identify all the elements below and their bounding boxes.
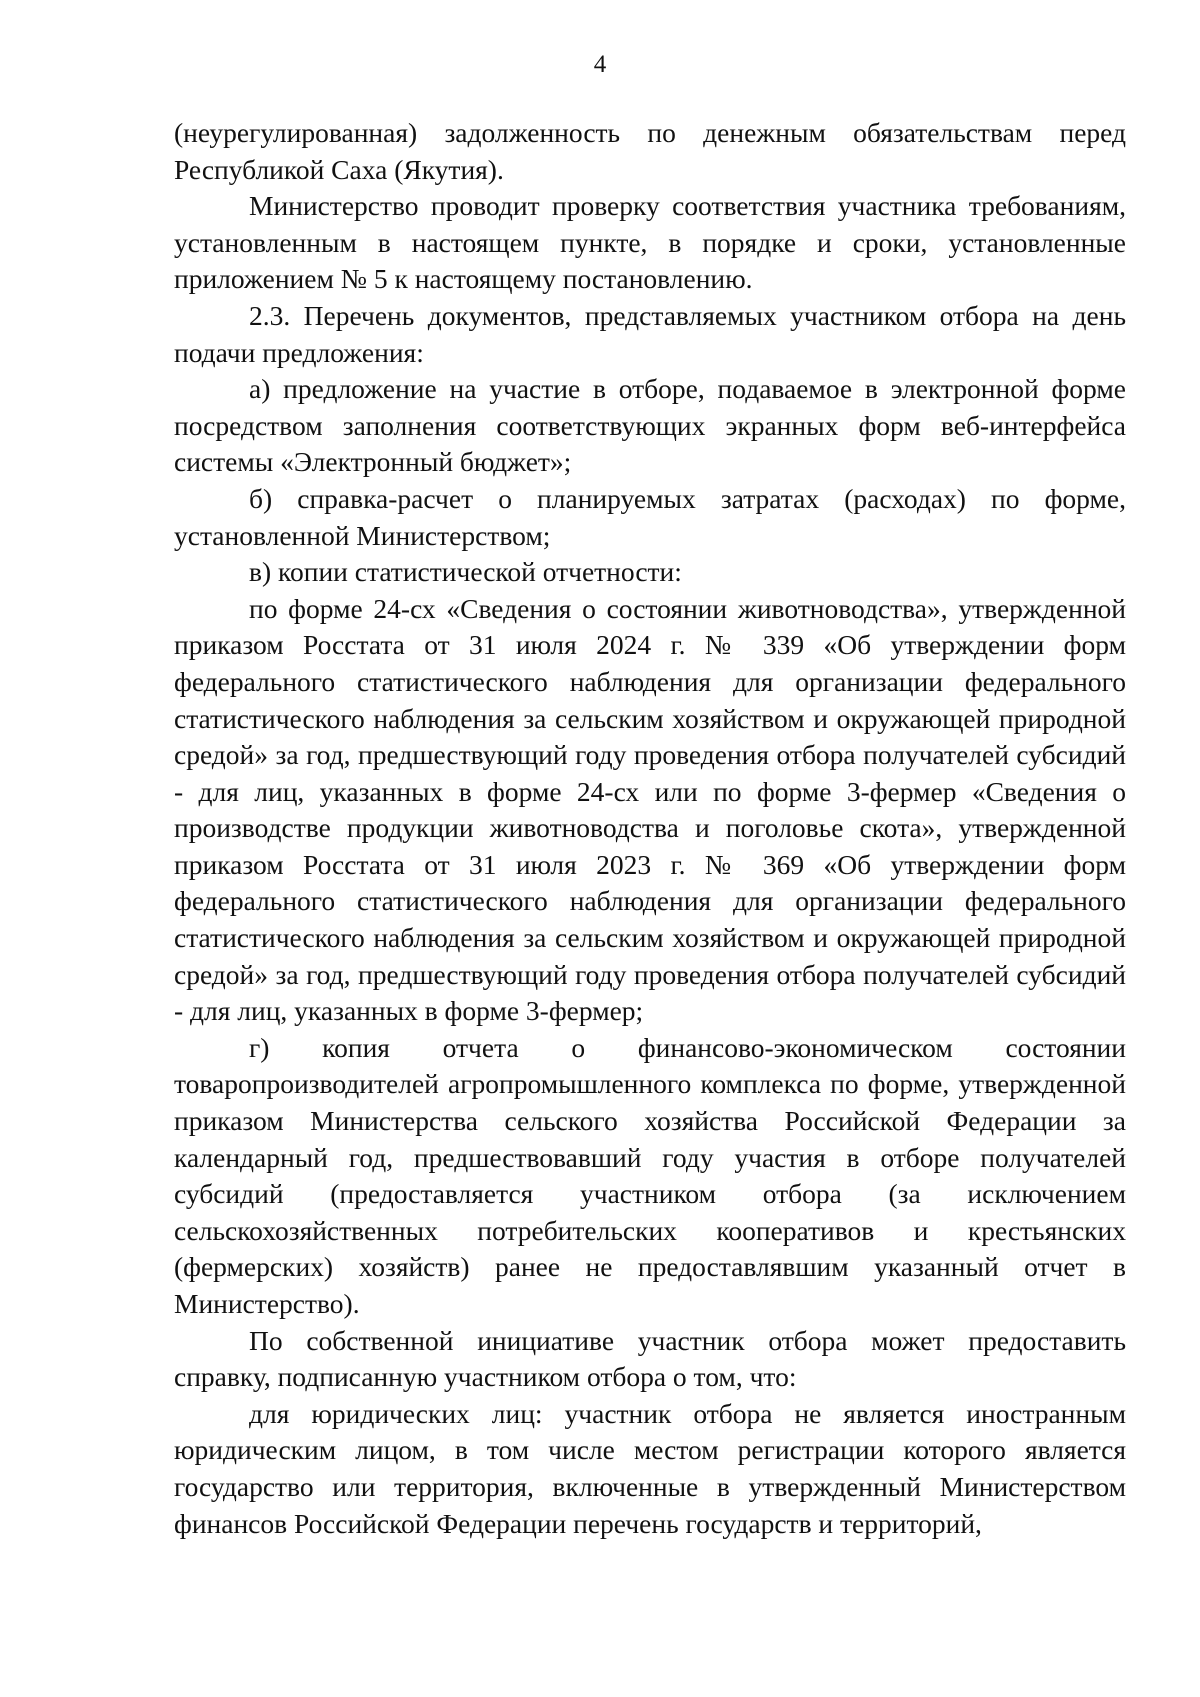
paragraph-own-initiative: По собственной инициативе участник отбора может предоставить справку, подписанную участником отбора о том, что:	[174, 1324, 1126, 1393]
paragraph-legal-entities: для юридических лиц: участник отбора не является иностранным юридическим лицом, в том числе местом регистрации которого является государство или территория, включенные в утвержденный Министерством финансов Российской Федерации перечень государств и территорий,	[174, 1397, 1126, 1539]
document-body	[174, 115, 1126, 1542]
paragraph-item-b: б) справка-расчет о планируемых затратах (расходах) по форме, установленной Министерством;	[174, 482, 1126, 551]
page-number: 4	[593, 51, 607, 78]
paragraph-ministry-check: Министерство проводит проверку соответствия участника требованиям, установленным в настоящем пункте, в порядке и сроки, установленные приложением № 5 к настоящему постановлению.	[174, 190, 1126, 295]
paragraph-section-2-3: 2.3. Перечень документов, представляемых участником отбора на день подачи предложения:	[174, 299, 1126, 368]
paragraph-item-a: а) предложение на участие в отборе, подаваемое в электронной форме посредством заполнения соответствующих экранных форм веб-интерфейса системы «Электронный бюджет»;	[174, 373, 1126, 478]
paragraph-item-g: г) копия отчета о финансово-экономическом состоянии товаропроизводителей агропромышленного комплекса по форме, утвержденной приказом Министерства сельского хозяйства Российской Федерации за календарный год, предшествовавший году участия в отборе получателей субсидий (предоставляется участником отбора (за исключением сельскохозяйственных потребительских кооперативов и крестьянских (фермерских) хозяйств) ранее не предоставлявшим указанный отчет в Министерство).	[174, 1031, 1126, 1319]
paragraph-debt-continuation: (неурегулированная) задолженность по денежным обязательствам перед Республикой Саха (Якутия).	[174, 117, 1126, 185]
paragraph-item-v: в) копии статистической отчетности:	[249, 556, 682, 588]
paragraph-form-24-sh: по форме 24-сх «Сведения о состоянии животноводства», утвержденной приказом Росстата от 31 июля 2024 г. № 339 «Об утверждении форм федерального статистического наблюдения для организации федерального статистического наблюдения за сельским хозяйством и окружающей природной средой» за год, предшествующий году проведения отбора получателей субсидий - для лиц, указанных в форме 24-сх или по форме 3-фермер «Сведения о производстве продукции животноводства и поголовье скота», утвержденной приказом Росстата от 31 июля 2023 г. № 369 «Об утверждении форм федерального статистического наблюдения для организации федерального статистического наблюдения за сельским хозяйством и окружающей природной средой» за год, предшествующий году проведения отбора получателей субсидий - для лиц, указанных в форме 3-фермер;	[174, 592, 1126, 1027]
